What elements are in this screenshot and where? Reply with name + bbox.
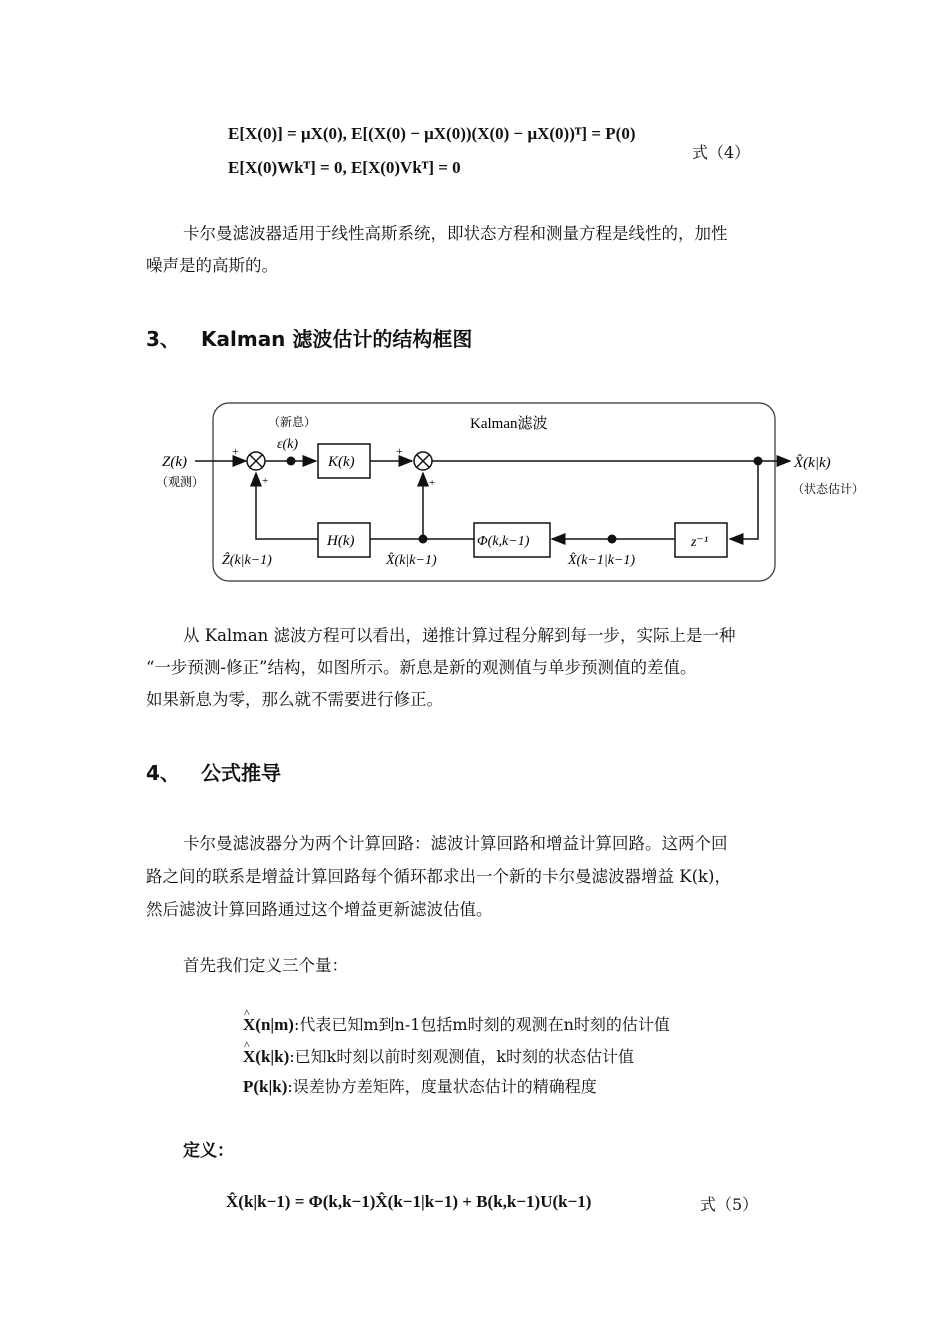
epsilon-label: ε(k) xyxy=(277,437,299,452)
section-3-number: 3、 xyxy=(146,327,180,351)
equation-5: X̂(k|k−1) = Φ(k,k−1)X̂(k−1|k−1) + B(k,k−1)U(k−1) xyxy=(226,1192,592,1211)
kalman-block-diagram xyxy=(150,398,870,588)
section-4-title: 公式推导 xyxy=(201,761,281,785)
input-z-label: Z(k) xyxy=(162,454,187,470)
equation-4-line-1: E[X(0)] = μX(0), E[(X(0) − μX(0))(X(0) − μX(0))ᵀ] = P(0) xyxy=(228,124,636,143)
predicted-measurement-label: Ẑ(k|k−1) xyxy=(222,553,272,568)
definition-2-text: :已知k时刻以前时刻观测值，k时刻的状态估计值 xyxy=(289,1047,635,1066)
plus-sign-2: + xyxy=(262,475,269,487)
equation-5-label: 式（5） xyxy=(700,1195,759,1214)
definition-2 xyxy=(243,1044,634,1067)
plus-sign-1: + xyxy=(232,444,239,458)
previous-estimate-node xyxy=(608,535,617,544)
gain-block-label: K(k) xyxy=(328,454,355,470)
definition-3-text: :误差协方差矩阵，度量状态估计的精确程度 xyxy=(287,1077,597,1096)
paragraph-2-line-3: 如果新息为零，那么就不需要进行修正。 xyxy=(146,690,443,709)
delay-block-label: z⁻¹ xyxy=(691,535,709,550)
paragraph-3-line-2: 路之间的联系是增益计算回路每个循环都求出一个新的卡尔曼滤波器增益 K(k)， xyxy=(146,867,731,886)
paragraph-2-line-1: 从 Kalman 滤波方程可以看出，递推计算过程分解到每一步，实际上是一种 xyxy=(183,626,736,645)
section-3-title: Kalman 滤波估计的结构框图 xyxy=(201,327,473,351)
paragraph-1-line-2: 噪声是的高斯的。 xyxy=(146,256,278,275)
paragraph-1-line-1: 卡尔曼滤波器适用于线性高斯系统，即状态方程和测量方程是线性的，加性 xyxy=(183,224,728,243)
definition-1 xyxy=(243,1012,670,1035)
prediction-label: X̂(k|k−1) xyxy=(386,553,437,568)
state-estimate-label: （状态估计） xyxy=(792,482,865,496)
transition-block-label: Φ(k,k−1) xyxy=(477,534,530,549)
definition-heading: 定义： xyxy=(183,1141,234,1161)
paragraph-2-line-2: “一步预测-修正”结构，如图所示。新息是新的观测值与单步预测值的差值。 xyxy=(146,658,697,677)
innovation-node xyxy=(287,457,296,466)
paragraph-4: 首先我们定义三个量： xyxy=(183,956,348,975)
previous-estimate-label: X̂(k−1|k−1) xyxy=(568,553,636,568)
output-label: X̂(k|k) xyxy=(794,455,831,471)
innovation-label: （新息） xyxy=(268,415,317,429)
plus-sign-3: + xyxy=(396,444,403,458)
paragraph-3-line-3: 然后滤波计算回路通过这个增益更新滤波估值。 xyxy=(146,900,493,919)
definition-1-symbol: ^ X(n|m) xyxy=(243,1015,294,1035)
definition-1-text: :代表已知m到n-1包括m时刻的观测在n时刻的估计值 xyxy=(293,1015,670,1034)
definition-2-symbol: ^ X(k|k) xyxy=(243,1047,289,1067)
diagram-title: Kalman滤波 xyxy=(470,416,548,432)
definition-3 xyxy=(243,1074,597,1097)
measurement-block-label: H(k) xyxy=(327,533,355,549)
paragraph-3-line-1: 卡尔曼滤波器分为两个计算回路：滤波计算回路和增益计算回路。这两个回 xyxy=(183,834,728,853)
equation-4-label: 式（4） xyxy=(692,143,751,162)
observation-label: （观测） xyxy=(156,475,205,489)
plus-sign-4: + xyxy=(429,477,436,489)
equation-4-line-2: E[X(0)Wkᵀ] = 0, E[X(0)Vkᵀ] = 0 xyxy=(228,158,461,177)
definition-3-symbol: P(k|k) xyxy=(243,1077,288,1096)
section-4-number: 4、 xyxy=(146,761,180,785)
